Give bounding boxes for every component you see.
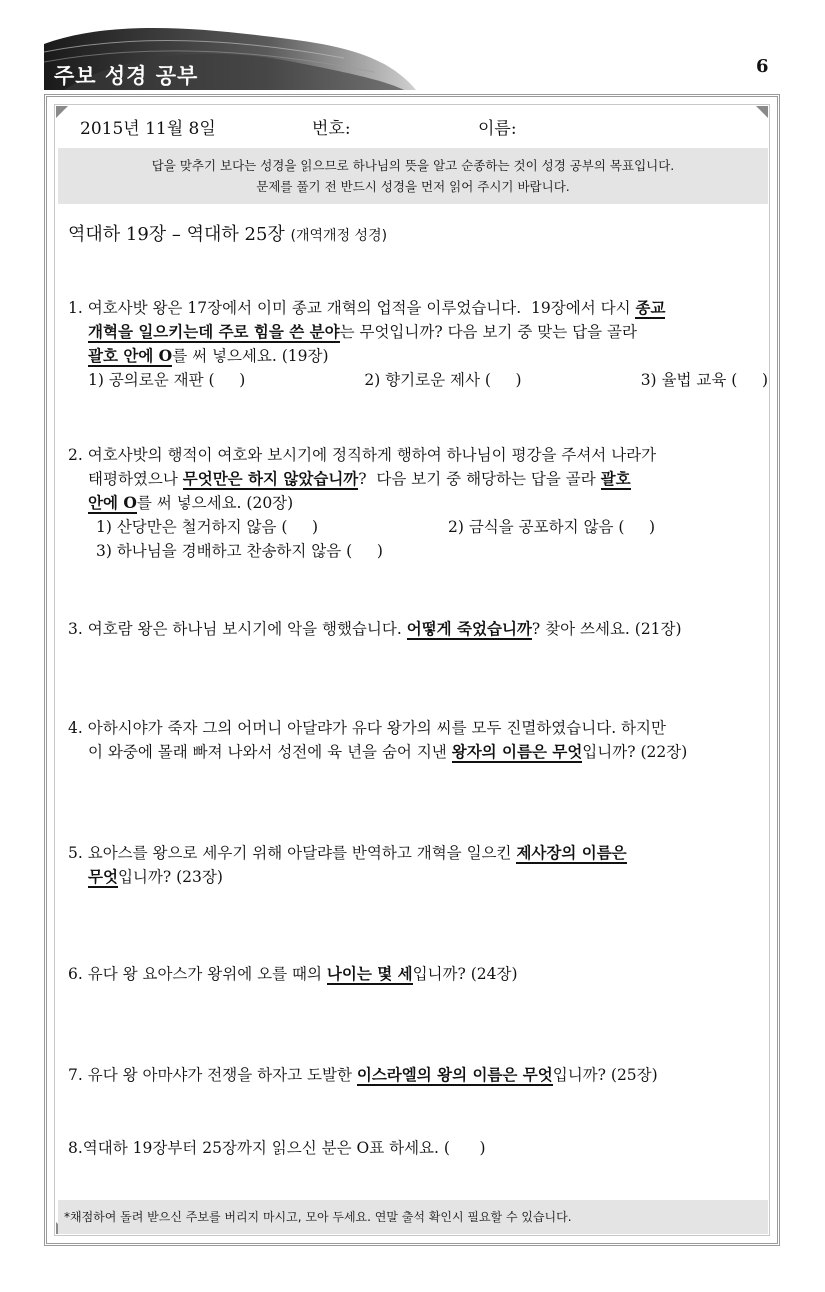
question-text: 를 써 넣으세요. (19장) <box>172 347 329 365</box>
question-text: 입니까? (25장) <box>552 1066 658 1084</box>
name-label: 이름: <box>478 119 517 139</box>
answer-option[interactable]: 1) 산당만은 철거하지 않음 ( ) <box>96 518 319 536</box>
date-label: 2015년 11월 8일 <box>80 119 216 139</box>
question-text: 5. 요아스를 왕으로 세우기 위해 아달랴를 반역하고 개혁을 일으킨 <box>68 844 517 862</box>
question-text: 태평하였으나 <box>88 470 183 488</box>
question-text: 입니까? (23장) <box>117 868 223 886</box>
question-4 <box>68 716 768 764</box>
question-6 <box>68 962 768 986</box>
question-5 <box>68 841 768 889</box>
question-text: ? 찾아 쓰세요. (21장) <box>531 620 682 638</box>
question-key-phrase: 종교 <box>635 298 666 317</box>
number-label: 번호: <box>312 119 351 139</box>
scope-range: 역대하 19장 – 역대하 25장 <box>68 224 285 245</box>
question-text: 3. 여호람 왕은 하나님 보시기에 악을 행했습니다. <box>68 620 407 638</box>
answer-option[interactable]: 3) 하나님을 경배하고 찬송하지 않음 ( ) <box>96 542 383 560</box>
notice-line: 문제를 풀기 전 반드시 성경을 먼저 읽어 주시기 바랍니다. <box>256 179 570 194</box>
question-text: 입니까? (22장) <box>582 743 688 761</box>
answer-option[interactable]: 2) 금식을 공포하지 않음 ( ) <box>448 518 656 536</box>
corner-ornament <box>56 106 68 118</box>
question-text: 2. 여호사밧의 행적이 여호와 보시기에 정직하게 행하여 하나님이 평강을 주셔서 나라가 <box>68 446 657 464</box>
question-text: 를 써 넣으세요. (20장) <box>136 494 294 512</box>
question-key-phrase: 왕자의 이름은 무엇 <box>451 742 583 761</box>
question-key-phrase: 무엇만은 하지 않았습니까 <box>182 469 359 488</box>
question-7 <box>68 1063 768 1087</box>
answer-option[interactable]: 2) 향기로운 제사 ( ) <box>364 371 522 389</box>
corner-ornament <box>756 106 768 118</box>
question-key-phrase: 이스라엘의 왕의 이름은 무엇 <box>356 1065 553 1084</box>
question-2 <box>68 443 768 563</box>
notice-line: 답을 맞추기 보다는 성경을 읽으므로 하나님의 뜻을 알고 순종하는 것이 성경 공부의 목표입니다. <box>151 158 675 173</box>
question-1 <box>68 296 768 392</box>
scope-version: (개역개정 성경) <box>290 228 388 244</box>
instruction-notice <box>58 148 768 204</box>
question-key-phrase: 제사장의 이름은 <box>516 843 627 862</box>
answer-option[interactable]: 1) 공의로운 재판 ( ) <box>88 371 246 389</box>
question-key-phrase: 안에 O <box>88 493 137 512</box>
banner-title: 주보 성경 공부 <box>54 64 199 88</box>
question-3 <box>68 617 768 641</box>
question-key-phrase: 어떻게 죽었습니까 <box>406 619 532 638</box>
question-key-phrase: 무엇 <box>88 867 118 886</box>
question-key-phrase: 괄호 안에 O <box>88 346 173 365</box>
question-text: ? 다음 보기 중 해당하는 답을 골라 <box>358 470 601 488</box>
question-text: 이 와중에 몰래 빠져 나와서 성전에 육 년을 숨어 지낸 <box>88 743 452 761</box>
question-text: 1. 여호사밧 왕은 17장에서 이미 종교 개혁의 업적을 이루었습니다. 19장에서 다시 <box>68 299 636 317</box>
question-text: 6. 유다 왕 요아스가 왕위에 오를 때의 <box>68 965 327 983</box>
question-text: 4. 아하시야가 죽자 그의 어머니 아달랴가 유다 왕가의 씨를 모두 진멸하였습니다. 하지만 <box>68 719 666 737</box>
question-text: 입니까? (24장) <box>412 965 518 983</box>
question-text: 는 무엇입니까? 다음 보기 중 맞는 답을 골라 <box>339 323 637 341</box>
study-scope <box>68 220 387 246</box>
question-key-phrase: 괄호 <box>600 469 631 488</box>
question-text[interactable]: 8.역대하 19장부터 25장까지 읽으신 분은 O표 하세요. ( ) <box>68 1139 486 1157</box>
footer-note: *채점하여 돌려 받으신 주보를 버리지 마시고, 모아 두세요. 연말 출석 확인시 필요할 수 있습니다. <box>58 1200 768 1234</box>
question-key-phrase: 나이는 몇 세 <box>326 964 413 983</box>
answer-option[interactable]: 3) 율법 교육 ( ) <box>640 371 768 389</box>
question-key-phrase: 개혁을 일으키는데 주로 힘을 쓴 분야 <box>88 322 340 341</box>
question-text: 7. 유다 왕 아마샤가 전쟁을 하자고 도발한 <box>68 1066 357 1084</box>
page-number: 6 <box>756 56 769 77</box>
question-8 <box>68 1136 768 1160</box>
